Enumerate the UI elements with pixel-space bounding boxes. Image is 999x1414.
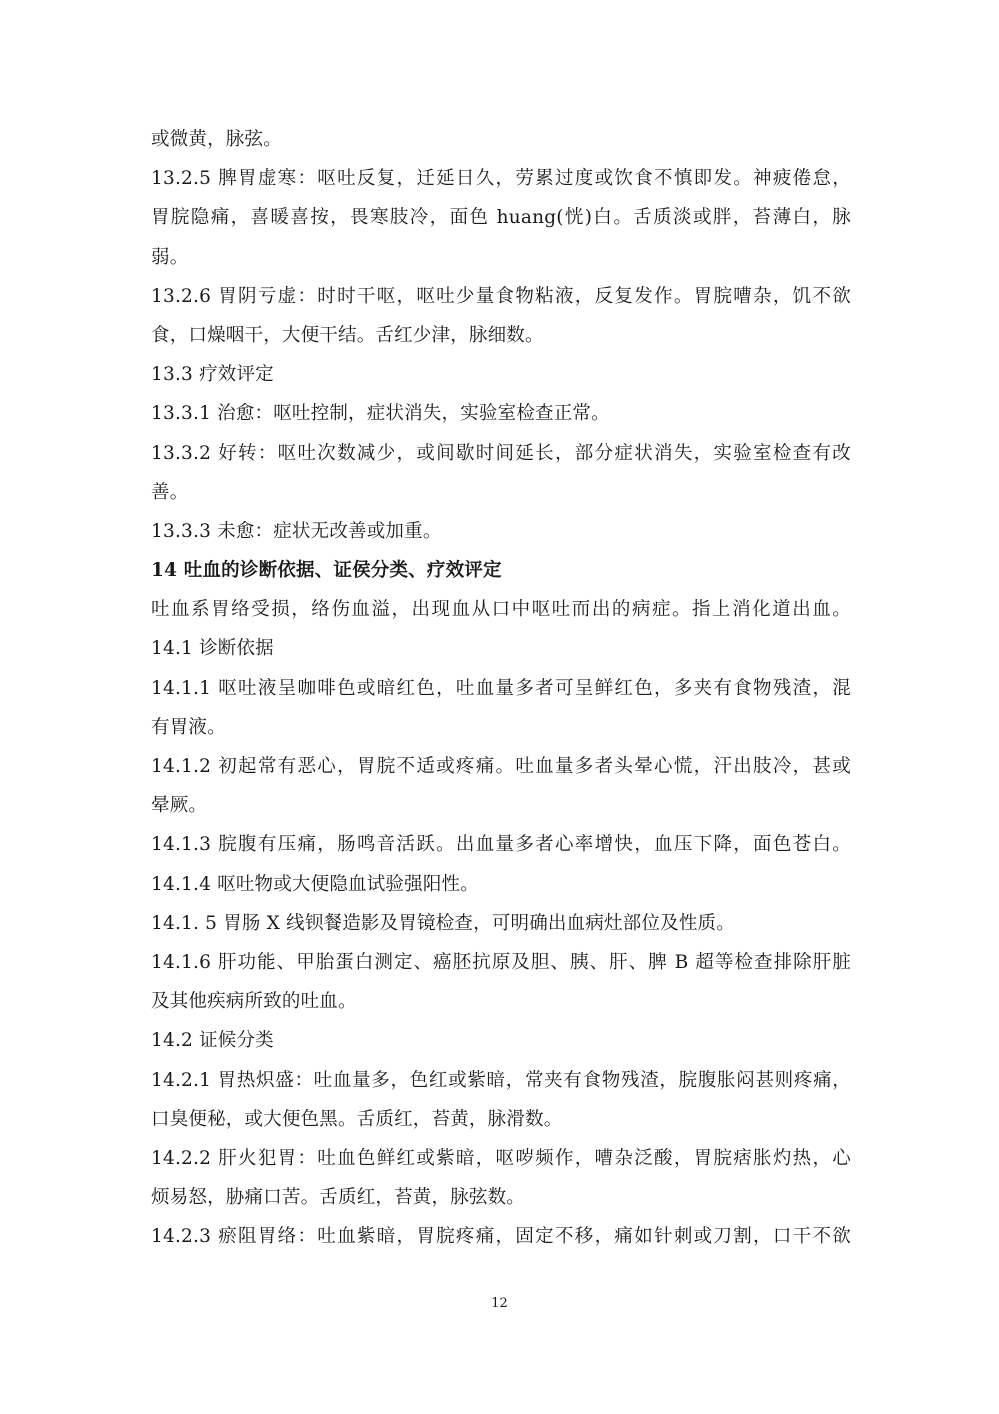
text-line: 14.1.4 呕吐物或大便隐血试验强阳性。 [151, 873, 479, 895]
text-line: 14.2.3 瘀阻胃络：吐血紫暗，胃脘疼痛，固定不移，痛如针刺或刀割，口干不欲 [151, 1226, 851, 1248]
text-line: 吐血系胃络受损，络伤血溢，出现血从口中呕吐而出的病症。指上消化道出血。 [151, 599, 851, 621]
text-line: 14.2 证候分类 [151, 1030, 274, 1052]
text-line: 14.1.1 呕吐液呈咖啡色或暗红色，吐血量多者可呈鲜红色，多夹有食物残渣，混 [151, 677, 851, 699]
text-line: 14.1 诊断依据 [151, 638, 274, 660]
text-line: 食，口燥咽干，大便干结。舌红少津，脉细数。 [151, 324, 544, 346]
text-line: 口臭便秘，或大便色黑。舌质红，苔黄，脉滑数。 [151, 1108, 563, 1130]
text-line: 或微黄，脉弦。 [151, 129, 282, 150]
text-line: 14.1. 5 胃肠 X 线钡餐造影及胃镜检查，可明确出血病灶部位及性质。 [151, 912, 735, 934]
text-line: 14.2.1 胃热炽盛：吐血量多，色红或紫暗，常夹有食物残渣，脘腹胀闷甚则疼痛， [151, 1069, 851, 1091]
text-line: 14.1.6 肝功能、甲胎蛋白测定、癌胚抗原及胆、胰、肝、脾 B 超等检查排除肝脏 [151, 951, 851, 973]
text-line: 13.3 疗效评定 [151, 364, 274, 386]
text-line: 晕厥。 [151, 795, 208, 817]
text-line: 有胃液。 [151, 716, 226, 738]
text-line: 烦易怒，胁痛口苦。舌质红，苔黄，脉弦数。 [151, 1187, 526, 1209]
text-line: 13.2.5 脾胃虚寒：呕吐反复，迁延日久，劳累过度或饮食不慎即发。神疲倦怠， [151, 168, 851, 190]
text-line: 弱。 [151, 246, 189, 268]
text-line: 13.3.3 未愈：症状无改善或加重。 [151, 520, 442, 542]
text-line: 13.3.2 好转：呕吐次数减少，或间歇时间延长，部分症状消失，实验室检查有改 [151, 442, 851, 464]
text-line: 及其他疾病所致的吐血。 [151, 991, 357, 1013]
text-line: 14.1.2 初起常有恶心，胃脘不适或疼痛。吐血量多者头晕心慌，汗出肢冷，甚或 [151, 756, 851, 777]
text-line: 14.1.3 脘腹有压痛，肠鸣音活跃。出血量多者心率增快，血压下降，面色苍白。 [151, 834, 851, 856]
page-number: 12 [491, 1296, 508, 1311]
text-line: 善。 [151, 481, 189, 503]
text-line: 14.2.2 肝火犯胃：吐血色鲜红或紫暗，呕哕频作，嘈杂泛酸，胃脘痞胀灼热，心 [151, 1147, 851, 1169]
document-body [151, 120, 851, 1256]
text-line: 13.2.6 胃阴亏虚：时时干呕，呕吐少量食物粘液，反复发作。胃脘嘈杂，饥不欲 [151, 285, 851, 307]
text-line: 13.3.1 治愈：呕吐控制，症状消失，实验室检查正常。 [151, 403, 610, 425]
section-heading: 14 吐血的诊断依据、证侯分类、疗效评定 [151, 560, 502, 582]
text-line: 胃脘隐痛，喜暖喜按，畏寒肢冷，面色 huang(恍)白。舌质淡或胖，苔薄白，脉 [151, 207, 851, 229]
